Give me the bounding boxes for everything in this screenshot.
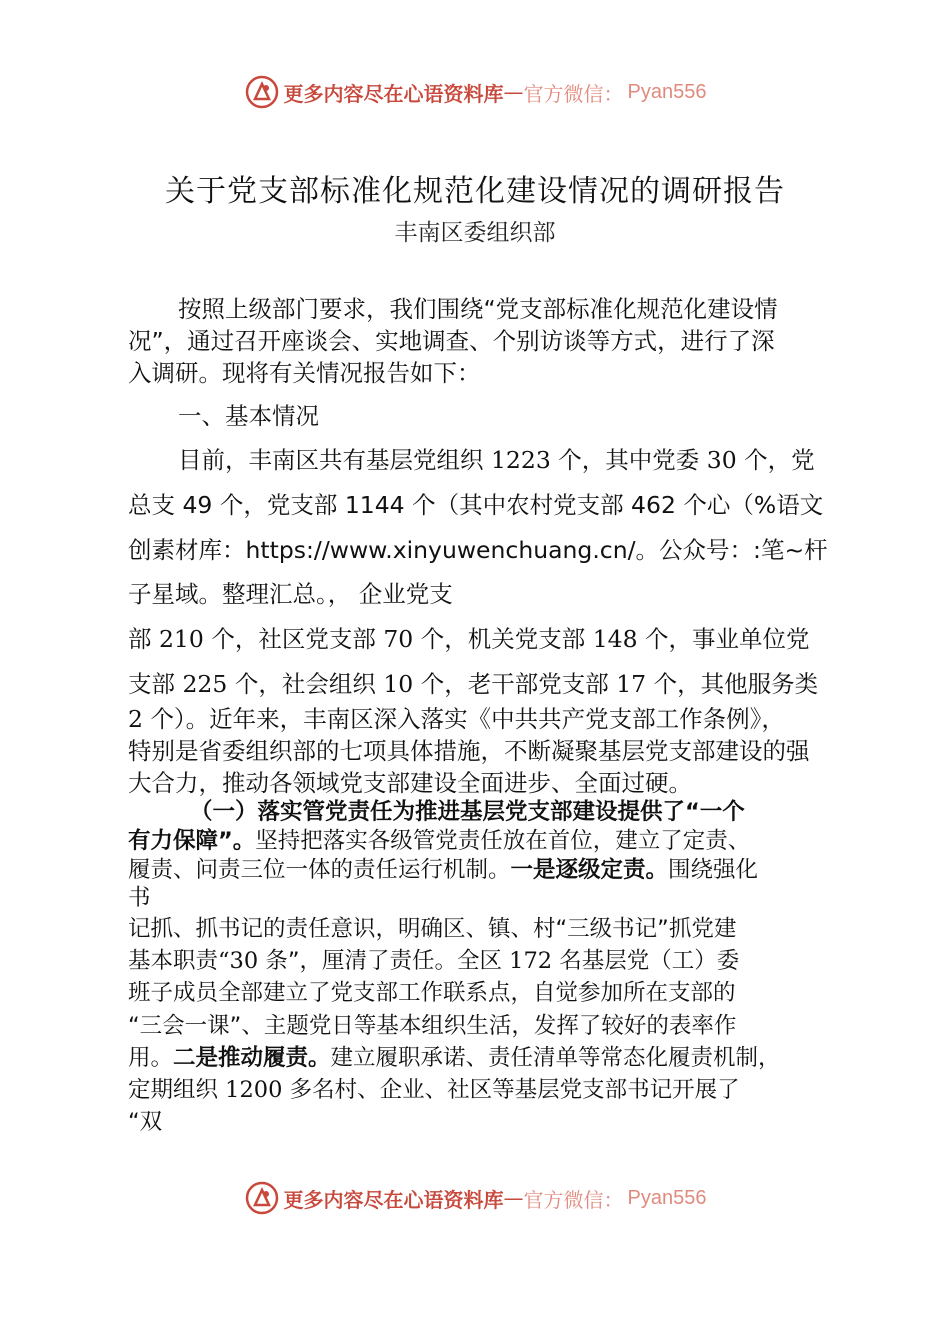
top-banner (0, 72, 950, 112)
banner-wechat-label: 官方微信： (523, 81, 624, 106)
heading-basic-situation: 一、基本情况 (178, 402, 319, 430)
banner-dash: — (503, 1186, 524, 1210)
banner-wechat-id: Pyan556 (627, 80, 707, 103)
section1-line1: （一）落实管党责任为推进基层党支部建设提供了“一个 (190, 799, 745, 825)
section1-line2: 有力保障”。坚持把落实各级管党责任放在首位，建立了定责、 (128, 828, 751, 854)
para2-line6: 支部 225 个，社会组织 10 个，老干部党支部 17 个，其他服务类 (128, 670, 819, 698)
banner-wechat-label: 官方微信： (523, 1187, 624, 1212)
section1-line11: “双 (128, 1109, 163, 1135)
banner-dash: — (503, 80, 524, 104)
para2-line3: 创素材库：https://www.xinyuwenchuang.cn/。公众号：:笔~杆 (128, 536, 828, 564)
section1-line7: 班子成员全部建立了党支部工作联系点，自觉参加所在支部的 (128, 980, 736, 1006)
banner-wechat-id: Pyan556 (627, 1186, 707, 1209)
para2-line1: 目前，丰南区共有基层党组织 1223 个，其中党委 30 个，党 (178, 446, 815, 474)
section1-line3: 履责、问责三位一体的责任运行机制。一是逐级定责。围绕强化 (128, 857, 759, 883)
para1-line1: 按照上级部门要求，我们围绕“党支部标准化规范化建设情 (178, 295, 778, 323)
section1-line4: 书 (128, 885, 151, 911)
logo-icon (244, 74, 280, 110)
document-subtitle: 丰南区委组织部 (394, 220, 556, 246)
bottom-banner (0, 1178, 950, 1218)
para2-line7: 2 个）。近年来，丰南区深入落实《中共共产党支部工作条例》， (128, 705, 785, 733)
section1-line9: 用。二是推动履责。建立履职承诺、责任清单等常态化履责机制， (128, 1045, 781, 1071)
para1-line3: 入调研。现将有关情况报告如下： (128, 359, 481, 387)
section1-line6: 基本职责“30 条”，厘清了责任。全区 172 名基层党（工）委 (128, 948, 740, 974)
section1-line5: 记抓、抓书记的责任意识，明确区、镇、村“三级书记”抓党建 (128, 916, 737, 942)
section1-line8: “三会一课”、主题党日等基本组织生活，发挥了较好的表率作 (128, 1013, 737, 1039)
para1-line2: 况”，通过召开座谈会、实地调查、个别访谈等方式，进行了深 (128, 327, 775, 355)
section1-line10: 定期组织 1200 多名村、企业、社区等基层党支部书记开展了 (128, 1077, 740, 1103)
banner-main-text: 更多内容尽在心语资料库 (283, 1187, 504, 1212)
banner-main-text: 更多内容尽在心语资料库 (283, 81, 504, 106)
logo-icon (244, 1180, 280, 1216)
para2-line4: 子星域。整理汇总。， 企业党支 (128, 580, 453, 608)
document-title: 关于党支部标准化规范化建设情况的调研报告 (165, 174, 785, 209)
para2-line8: 特别是省委组织部的七项具体措施，不断凝聚基层党支部建设的强 (128, 737, 810, 765)
para2-line5: 部 210 个，社区党支部 70 个，机关党支部 148 个，事业单位党 (128, 625, 810, 653)
para2-line9: 大合力，推动各领域党支部建设全面进步、全面过硬。 (128, 769, 692, 797)
para2-line2: 总支 49 个，党支部 1144 个（其中农村党支部 462 个心（%语文 (128, 491, 824, 519)
